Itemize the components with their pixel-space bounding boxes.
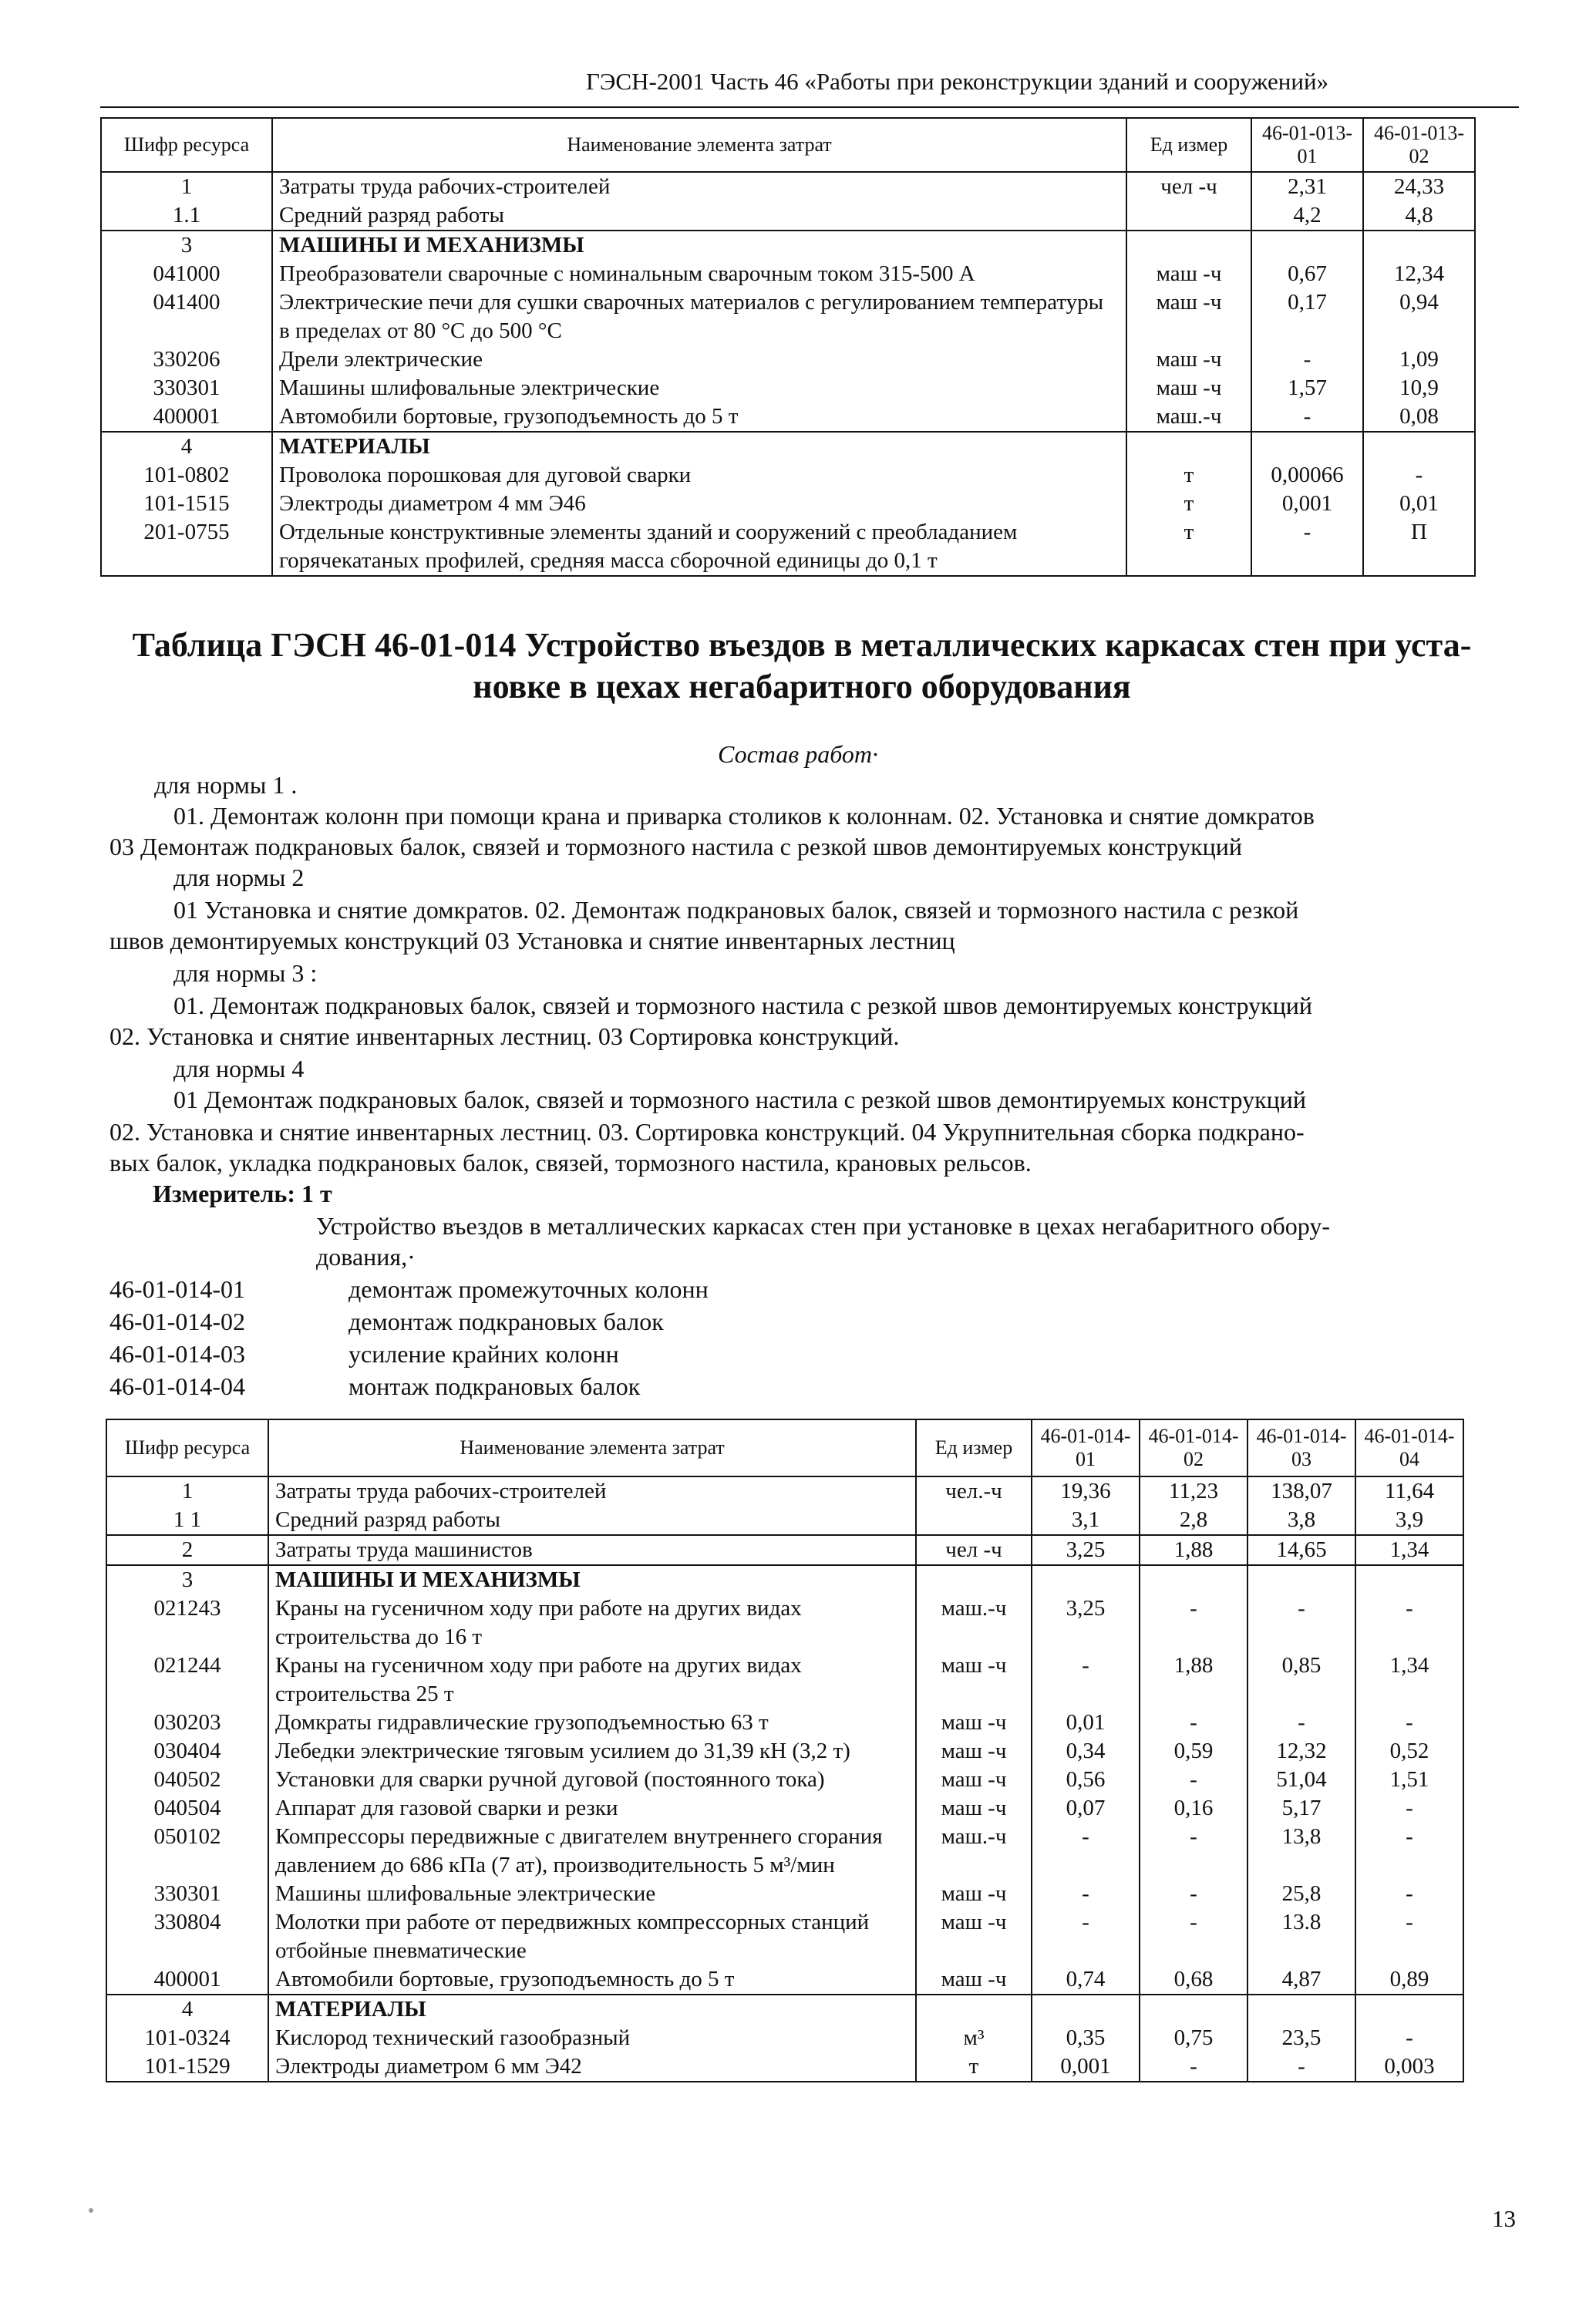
col-header: 46-01-013-01	[1251, 118, 1363, 172]
resource-code: 101-0802	[101, 461, 272, 490]
resource-unit: маш -ч	[1126, 345, 1251, 374]
resource-name: Краны на гусеничном ходу при работе на других видах строительства 25 т	[268, 1651, 916, 1709]
resource-name: Отдельные конструктивные элементы зданий и сооружений с преобладанием горячекатаных профилей, средняя масса сборочной единицы до 0,1 т	[272, 518, 1126, 576]
value-cell: 0,94	[1363, 288, 1475, 345]
col-header: Ед измер	[916, 1419, 1032, 1476]
resource-name: Краны на гусеничном ходу при работе на других видах строительства до 16 т	[268, 1594, 916, 1651]
value-cell: 0,01	[1363, 490, 1475, 518]
value-cell: -	[1363, 461, 1475, 490]
value-cell	[1140, 1565, 1248, 1594]
col-header: Шифр ресурса	[101, 118, 272, 172]
col-header: Ед измер	[1126, 118, 1251, 172]
resource-unit: маш.-ч	[1126, 402, 1251, 432]
value-cell: -	[1355, 1794, 1463, 1823]
table-title	[108, 625, 1496, 708]
resource-code: 021244	[106, 1651, 268, 1709]
resource-unit: маш -ч	[916, 1965, 1032, 1995]
table-row	[106, 1965, 1463, 1995]
value-cell: -	[1140, 1709, 1248, 1737]
value-cell: 0,67	[1251, 260, 1363, 288]
table-row	[106, 1908, 1463, 1965]
resource-unit	[916, 1565, 1032, 1594]
value-cell: -	[1248, 1594, 1355, 1651]
paragraph-line: для нормы 3 :	[173, 959, 318, 987]
value-cell	[1363, 231, 1475, 260]
table-row	[106, 1565, 1463, 1594]
resource-name: Машины шлифовальные электрические	[268, 1880, 916, 1908]
resource-name: Затраты труда машинистов	[268, 1535, 916, 1565]
norm-desc: демонтаж промежуточных колонн	[348, 1275, 709, 1303]
table-row	[106, 1995, 1463, 2024]
value-cell: 11,23	[1140, 1476, 1248, 1506]
norm-desc: демонтаж подкрановых балок	[348, 1308, 664, 1335]
resource-code: 041000	[101, 260, 272, 288]
resource-unit: маш.-ч	[916, 1823, 1032, 1880]
value-cell: -	[1140, 1766, 1248, 1794]
value-cell: -	[1251, 345, 1363, 374]
resource-code: 1	[106, 1476, 268, 1506]
norm-code: 46-01-014-03	[109, 1340, 245, 1368]
value-cell	[1248, 1995, 1355, 2024]
resource-code: 1	[101, 172, 272, 201]
resource-name: Лебедки электрические тяговым усилием до 31,39 кН (3,2 т)	[268, 1737, 916, 1766]
table-row	[106, 1737, 1463, 1766]
value-cell: 25,8	[1248, 1880, 1355, 1908]
table-row	[101, 518, 1475, 576]
value-cell: 0,003	[1355, 2052, 1463, 2082]
value-cell	[1363, 432, 1475, 461]
value-cell: 19,36	[1032, 1476, 1140, 1506]
value-cell: 3,9	[1355, 1506, 1463, 1535]
value-cell: 4,87	[1248, 1965, 1355, 1995]
value-cell: 0,01	[1032, 1709, 1140, 1737]
norm-desc: усиление крайних колонн	[348, 1340, 619, 1368]
resource-code: 050102	[106, 1823, 268, 1880]
resource-name: Электроды диаметром 6 мм Э42	[268, 2052, 916, 2082]
value-cell	[1032, 1995, 1140, 2024]
resource-name: Проволока порошковая для дуговой сварки	[272, 461, 1126, 490]
value-cell	[1248, 1565, 1355, 1594]
section-heading: МАШИНЫ И МЕХАНИЗМЫ	[268, 1565, 916, 1594]
value-cell: 0,34	[1032, 1737, 1140, 1766]
composition-heading: Состав работ·	[718, 740, 878, 768]
value-cell: -	[1355, 1880, 1463, 1908]
resource-code: 1.1	[101, 201, 272, 231]
table-row	[106, 2024, 1463, 2052]
value-cell: 1,34	[1355, 1535, 1463, 1565]
value-cell: 0,16	[1140, 1794, 1248, 1823]
value-cell: -	[1032, 1908, 1140, 1965]
value-cell: -	[1355, 1823, 1463, 1880]
resource-code: 330206	[101, 345, 272, 374]
resource-code: 400001	[106, 1965, 268, 1995]
value-cell: 0,07	[1032, 1794, 1140, 1823]
value-cell: 1,88	[1140, 1651, 1248, 1709]
resource-code: 2	[106, 1535, 268, 1565]
resource-name: Затраты труда рабочих-строителей	[268, 1476, 916, 1506]
resource-unit: маш -ч	[1126, 288, 1251, 345]
resource-unit: маш -ч	[1126, 260, 1251, 288]
resource-unit: т	[1126, 461, 1251, 490]
measure-description: дования,·	[316, 1243, 416, 1271]
resource-name: Кислород технический газообразный	[268, 2024, 916, 2052]
value-cell: -	[1140, 1880, 1248, 1908]
resource-code: 041400	[101, 288, 272, 345]
resource-code: 021243	[106, 1594, 268, 1651]
value-cell: 0,74	[1032, 1965, 1140, 1995]
value-cell	[1032, 1565, 1140, 1594]
value-cell: -	[1248, 2052, 1355, 2082]
table-row	[106, 1535, 1463, 1565]
value-cell: -	[1140, 2052, 1248, 2082]
value-cell: П	[1363, 518, 1475, 576]
resource-code: 101-0324	[106, 2024, 268, 2052]
header-rule	[100, 106, 1519, 108]
paragraph-line: 01 Демонтаж подкрановых балок, связей и тормозного настила с резкой швов демонтируемых конструкций	[173, 1086, 1306, 1113]
col-header: Наименование элемента затрат	[268, 1419, 916, 1476]
resource-code: 030203	[106, 1709, 268, 1737]
resource-name: Электрические печи для сушки сварочных материалов с регулированием температуры в пределах от 80 °С до 500 °С	[272, 288, 1126, 345]
resource-name: Затраты труда рабочих-строителей	[272, 172, 1126, 201]
value-cell: 0,17	[1251, 288, 1363, 345]
value-cell: 3,1	[1032, 1506, 1140, 1535]
table-row	[106, 1794, 1463, 1823]
value-cell: 0,68	[1140, 1965, 1248, 1995]
paragraph-line: 01. Демонтаж подкрановых балок, связей и тормозного настила с резкой швов демонтируемых конструкций	[173, 992, 1312, 1019]
resource-unit: маш -ч	[916, 1651, 1032, 1709]
resource-unit: м³	[916, 2024, 1032, 2052]
table-row	[101, 402, 1475, 432]
value-cell: 23,5	[1248, 2024, 1355, 2052]
value-cell: 0,59	[1140, 1737, 1248, 1766]
resource-unit	[916, 1506, 1032, 1535]
table-row	[101, 490, 1475, 518]
table-row	[106, 1823, 1463, 1880]
paragraph-line: для нормы 4	[173, 1055, 305, 1082]
table-row	[106, 1594, 1463, 1651]
resource-unit: маш -ч	[916, 1737, 1032, 1766]
table-row	[101, 345, 1475, 374]
value-cell: -	[1032, 1880, 1140, 1908]
measure-label	[153, 1178, 332, 1209]
table-row	[101, 231, 1475, 260]
resource-name: Машины шлифовальные электрические	[272, 374, 1126, 402]
page-number: 13	[1492, 2205, 1516, 2232]
resource-code: 4	[101, 432, 272, 461]
value-cell: -	[1032, 1651, 1140, 1709]
resource-code: 330301	[101, 374, 272, 402]
value-cell: 0,52	[1355, 1737, 1463, 1766]
value-cell: 0,89	[1355, 1965, 1463, 1995]
resource-code: 030404	[106, 1737, 268, 1766]
col-header: 46-01-013-02	[1363, 118, 1475, 172]
col-header: Шифр ресурса	[106, 1419, 268, 1476]
value-cell: 51,04	[1248, 1766, 1355, 1794]
paragraph-line: 01. Демонтаж колонн при помощи крана и приварка столиков к колоннам. 02. Установка и снятие домкратов	[173, 802, 1315, 830]
resource-code: 3	[106, 1565, 268, 1594]
col-header: Наименование элемента затрат	[272, 118, 1126, 172]
value-cell: 0,08	[1363, 402, 1475, 432]
table-row	[101, 172, 1475, 201]
value-cell: 1,09	[1363, 345, 1475, 374]
resource-unit: т	[1126, 518, 1251, 576]
value-cell: 0,35	[1032, 2024, 1140, 2052]
value-cell: 0,001	[1251, 490, 1363, 518]
value-cell: 4,2	[1251, 201, 1363, 231]
value-cell: -	[1140, 1908, 1248, 1965]
norm-code: 46-01-014-04	[109, 1372, 245, 1400]
value-cell: 0,56	[1032, 1766, 1140, 1794]
resource-unit: чел -ч	[916, 1535, 1032, 1565]
paragraph-line: 01 Установка и снятие домкратов. 02. Демонтаж подкрановых балок, связей и тормозного настила с резкой	[173, 896, 1299, 924]
table-row	[106, 1506, 1463, 1535]
resource-unit: маш -ч	[916, 1908, 1032, 1965]
value-cell: -	[1140, 1594, 1248, 1651]
resource-name: Средний разряд работы	[272, 201, 1126, 231]
paragraph-line: 03 Демонтаж подкрановых балок, связей и тормозного настила с резкой швов демонтируемых конструкций	[109, 833, 1242, 860]
norm-code: 46-01-014-01	[109, 1275, 245, 1303]
value-cell	[1251, 432, 1363, 461]
paragraph-line: швов демонтируемых конструкций 03 Установка и снятие инвентарных лестниц	[109, 927, 955, 954]
value-cell: 1,88	[1140, 1535, 1248, 1565]
value-cell: 0,75	[1140, 2024, 1248, 2052]
resource-name: Молотки при работе от передвижных компрессорных станций отбойные пневматические	[268, 1908, 916, 1965]
col-header: 46-01-014-02	[1140, 1419, 1248, 1476]
resource-unit: маш.-ч	[916, 1594, 1032, 1651]
value-cell: 12,32	[1248, 1737, 1355, 1766]
value-cell: 11,64	[1355, 1476, 1463, 1506]
value-cell: 4,8	[1363, 201, 1475, 231]
resource-unit	[1126, 432, 1251, 461]
col-header: 46-01-014-01	[1032, 1419, 1140, 1476]
resource-code: 330301	[106, 1880, 268, 1908]
resource-code: 040504	[106, 1794, 268, 1823]
value-cell: 3,25	[1032, 1594, 1140, 1651]
resource-name: Аппарат для газовой сварки и резки	[268, 1794, 916, 1823]
resource-name: Домкраты гидравлические грузоподъемностью 63 т	[268, 1709, 916, 1737]
value-cell: 13,8	[1248, 1823, 1355, 1880]
resource-code: 330804	[106, 1908, 268, 1965]
resource-name: Средний разряд работы	[268, 1506, 916, 1535]
table-row	[106, 1880, 1463, 1908]
resource-unit: маш -ч	[916, 1766, 1032, 1794]
value-cell: 0,00066	[1251, 461, 1363, 490]
value-cell: -	[1032, 1823, 1140, 1880]
resource-code: 101-1529	[106, 2052, 268, 2082]
resource-table-014	[106, 1419, 1464, 2082]
value-cell: 5,17	[1248, 1794, 1355, 1823]
running-header: ГЭСН-2001 Часть 46 «Работы при реконструкции зданий и сооружений»	[586, 68, 1329, 95]
resource-unit	[1126, 201, 1251, 231]
resource-unit: маш -ч	[916, 1880, 1032, 1908]
scan-speck	[89, 2208, 93, 2213]
table-title-line: Таблица ГЭСН 46-01-014 Устройство въездов в металлических каркасах стен при уста-	[132, 626, 1472, 664]
value-cell: 138,07	[1248, 1476, 1355, 1506]
value-cell: 1,51	[1355, 1766, 1463, 1794]
value-cell: 13.8	[1248, 1908, 1355, 1965]
resource-name: Дрели электрические	[272, 345, 1126, 374]
table-row	[101, 201, 1475, 231]
resource-unit: т	[916, 2052, 1032, 2082]
value-cell	[1355, 1565, 1463, 1594]
resource-unit	[916, 1995, 1032, 2024]
value-cell: -	[1355, 2024, 1463, 2052]
value-cell: -	[1248, 1709, 1355, 1737]
table-row	[106, 1476, 1463, 1506]
norm-desc: монтаж подкрановых балок	[348, 1372, 641, 1400]
value-cell: 2,8	[1140, 1506, 1248, 1535]
resource-unit: маш -ч	[1126, 374, 1251, 402]
value-cell	[1355, 1995, 1463, 2024]
table-row	[106, 1709, 1463, 1737]
table-title-line: новке в цехах негабаритного оборудования	[473, 668, 1131, 705]
value-cell: -	[1355, 1908, 1463, 1965]
value-cell: -	[1251, 402, 1363, 432]
table-row	[101, 260, 1475, 288]
resource-unit: маш -ч	[916, 1709, 1032, 1737]
resource-code: 1 1	[106, 1506, 268, 1535]
value-cell: 3,8	[1248, 1506, 1355, 1535]
paragraph-line: вых балок, укладка подкрановых балок, связей, тормозного настила, крановых рельсов.	[109, 1149, 1032, 1177]
col-header: 46-01-014-04	[1355, 1419, 1463, 1476]
value-cell: 1,34	[1355, 1651, 1463, 1709]
value-cell	[1251, 231, 1363, 260]
measure-label-text: Измеритель:	[153, 1180, 295, 1207]
table-row	[101, 374, 1475, 402]
resource-name: Электроды диаметром 4 мм Э46	[272, 490, 1126, 518]
resource-unit	[1126, 231, 1251, 260]
value-cell: 2,31	[1251, 172, 1363, 201]
table-row	[101, 288, 1475, 345]
resource-code: 201-0755	[101, 518, 272, 576]
col-header: 46-01-014-03	[1248, 1419, 1355, 1476]
resource-unit: чел.-ч	[916, 1476, 1032, 1506]
table-row	[106, 1766, 1463, 1794]
value-cell: 0,85	[1248, 1651, 1355, 1709]
value-cell: 10,9	[1363, 374, 1475, 402]
resource-code: 400001	[101, 402, 272, 432]
value-cell: -	[1355, 1709, 1463, 1737]
value-cell: 0,001	[1032, 2052, 1140, 2082]
paragraph-line: 02. Установка и снятие инвентарных лестниц. 03 Сортировка конструкций.	[109, 1022, 900, 1050]
value-cell: 12,34	[1363, 260, 1475, 288]
table-row	[101, 432, 1475, 461]
value-cell: 3,25	[1032, 1535, 1140, 1565]
resource-name: Установки для сварки ручной дуговой (постоянного тока)	[268, 1766, 916, 1794]
table-row	[106, 1651, 1463, 1709]
value-cell: 14,65	[1248, 1535, 1355, 1565]
section-heading: МАТЕРИАЛЫ	[268, 1995, 916, 2024]
resource-unit: т	[1126, 490, 1251, 518]
section-heading: МАТЕРИАЛЫ	[272, 432, 1126, 461]
resource-name: Автомобили бортовые, грузоподъемность до 5 т	[268, 1965, 916, 1995]
value-cell: 24,33	[1363, 172, 1475, 201]
paragraph-line: для нормы 2	[173, 864, 305, 891]
paragraph-line: для нормы 1 .	[154, 771, 298, 799]
value-cell: -	[1251, 518, 1363, 576]
section-heading: МАШИНЫ И МЕХАНИЗМЫ	[272, 231, 1126, 260]
resource-table-013	[100, 117, 1476, 577]
resource-code: 4	[106, 1995, 268, 2024]
table-row	[106, 2052, 1463, 2082]
resource-unit: маш -ч	[916, 1794, 1032, 1823]
value-cell: -	[1355, 1594, 1463, 1651]
value-cell	[1140, 1995, 1248, 2024]
measure-value: 1 т	[301, 1180, 332, 1207]
resource-code: 040502	[106, 1766, 268, 1794]
measure-description: Устройство въездов в металлических каркасах стен при установке в цехах негабаритного обору-	[316, 1212, 1331, 1240]
resource-code: 3	[101, 231, 272, 260]
resource-name: Компрессоры передвижные с двигателем внутреннего сгорания давлением до 686 кПа (7 ат), производительность 5 м³/мин	[268, 1823, 916, 1880]
value-cell: 1,57	[1251, 374, 1363, 402]
resource-name: Автомобили бортовые, грузоподъемность до 5 т	[272, 402, 1126, 432]
paragraph-line: 02. Установка и снятие инвентарных лестниц. 03. Сортировка конструкций. 04 Укрупнительная сборка подкрано-	[109, 1118, 1305, 1146]
table-row	[101, 461, 1475, 490]
norm-code: 46-01-014-02	[109, 1308, 245, 1335]
resource-unit: чел -ч	[1126, 172, 1251, 201]
resource-name: Преобразователи сварочные с номинальным сварочным током 315-500 А	[272, 260, 1126, 288]
value-cell: -	[1140, 1823, 1248, 1880]
resource-code: 101-1515	[101, 490, 272, 518]
